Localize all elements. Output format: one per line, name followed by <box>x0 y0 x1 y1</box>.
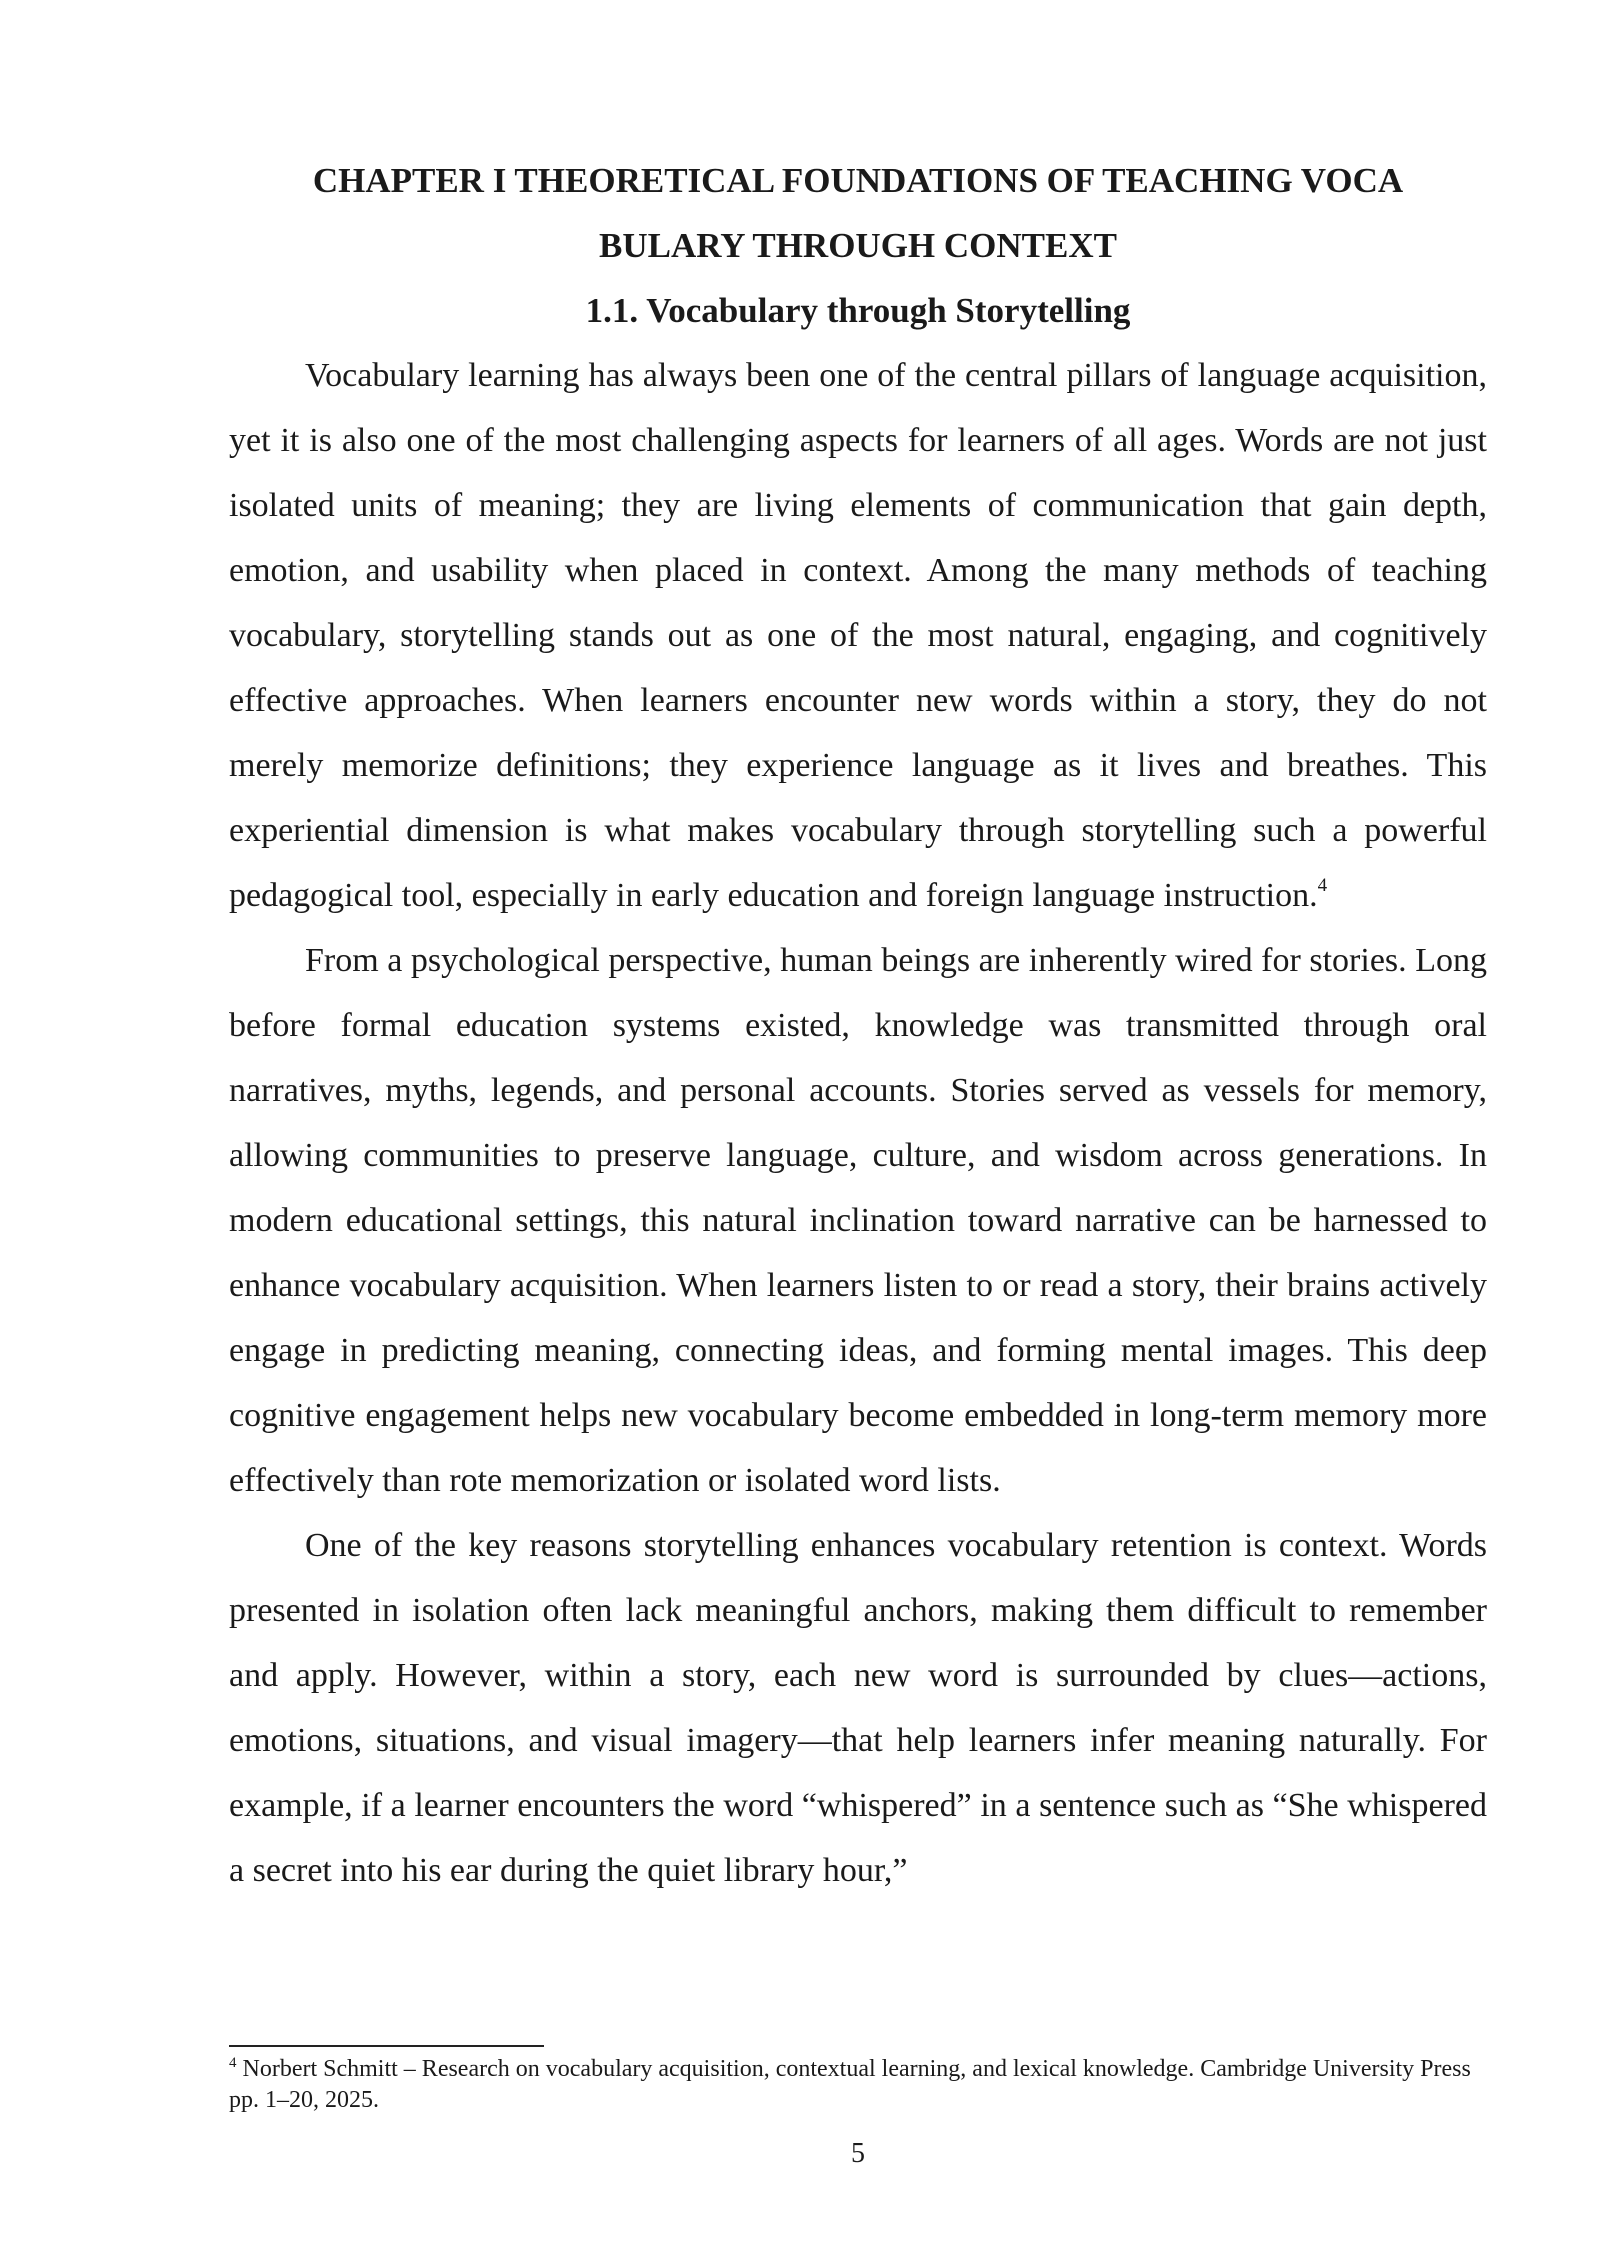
page-number: 5 <box>851 2138 865 2169</box>
paragraph-1-text: Vocabulary learning has always been one of the central pillars of language acquisition, yet it is also one of the most challenging aspects for learners of all ages. Words are not just isolated units of meaning; they are living elements of communication that gain depth, emotion, and usability when placed in context. Among the many methods of teaching vocabulary, storytelling stands out as one of the most natural, engaging, and cognitively effective approaches. When learners encounter new words within a story, they do not merely memorize definitions; they experience language as it lives and breathes. This experiential dimension is what makes vocabulary through storytelling such a powerful pedagogical tool, especially in early education and foreign language instruction. <box>229 357 1487 914</box>
document-page <box>229 148 1487 1903</box>
footnote-text: Norbert Schmitt – Research on vocabulary acquisition, contextual learning, and lexical knowledge. Cambridge University Press pp. 1–20, 2025. <box>229 2056 1471 2113</box>
paragraph-2-text: From a psychological perspective, human beings are inherently wired for stories. Long before formal education systems existed, knowledge was transmitted through oral narratives, myths, legends, and personal accounts. Stories served as vessels for memory, allowing communities to preserve language, culture, and wisdom across generations. In modern educational settings, this natural inclination toward narrative can be harnessed to enhance vocabulary acquisition. When learners listen to or read a story, their brains actively engage in predicting meaning, connecting ideas, and forming mental images. This deep cognitive engagement helps new vocabulary become embedded in long-term memory more effectively than rote memorization or isolated word lists. <box>229 942 1487 1499</box>
chapter-title-line-1: CHAPTER I THEORETICAL FOUNDATIONS OF TEACHING VOCA <box>312 161 1404 200</box>
paragraph-2 <box>229 928 1487 1513</box>
body-text <box>229 343 1487 1903</box>
paragraph-3 <box>229 1513 1487 1903</box>
paragraph-1 <box>229 343 1487 928</box>
footnote-number: 4 <box>229 2055 237 2071</box>
footnote-divider <box>229 2045 544 2047</box>
paragraph-3-text: One of the key reasons storytelling enhances vocabulary retention is context. Words presented in isolation often lack meaningful anchors, making them difficult to remember and apply. However, within a story, each new word is surrounded by clues—actions, emotions, situations, and visual imagery—that help learners infer meaning naturally. For example, if a learner encounters the word “whispered” in a sentence such as “She whispered a secret into his ear during the quiet library hour,” <box>229 1527 1487 1889</box>
section-title: 1.1. Vocabulary through Storytelling <box>585 291 1131 330</box>
chapter-title-line-2: BULARY THROUGH CONTEXT <box>598 226 1117 265</box>
footnote <box>229 2054 1487 2116</box>
footnote-reference[interactable]: 4 <box>1317 875 1328 896</box>
